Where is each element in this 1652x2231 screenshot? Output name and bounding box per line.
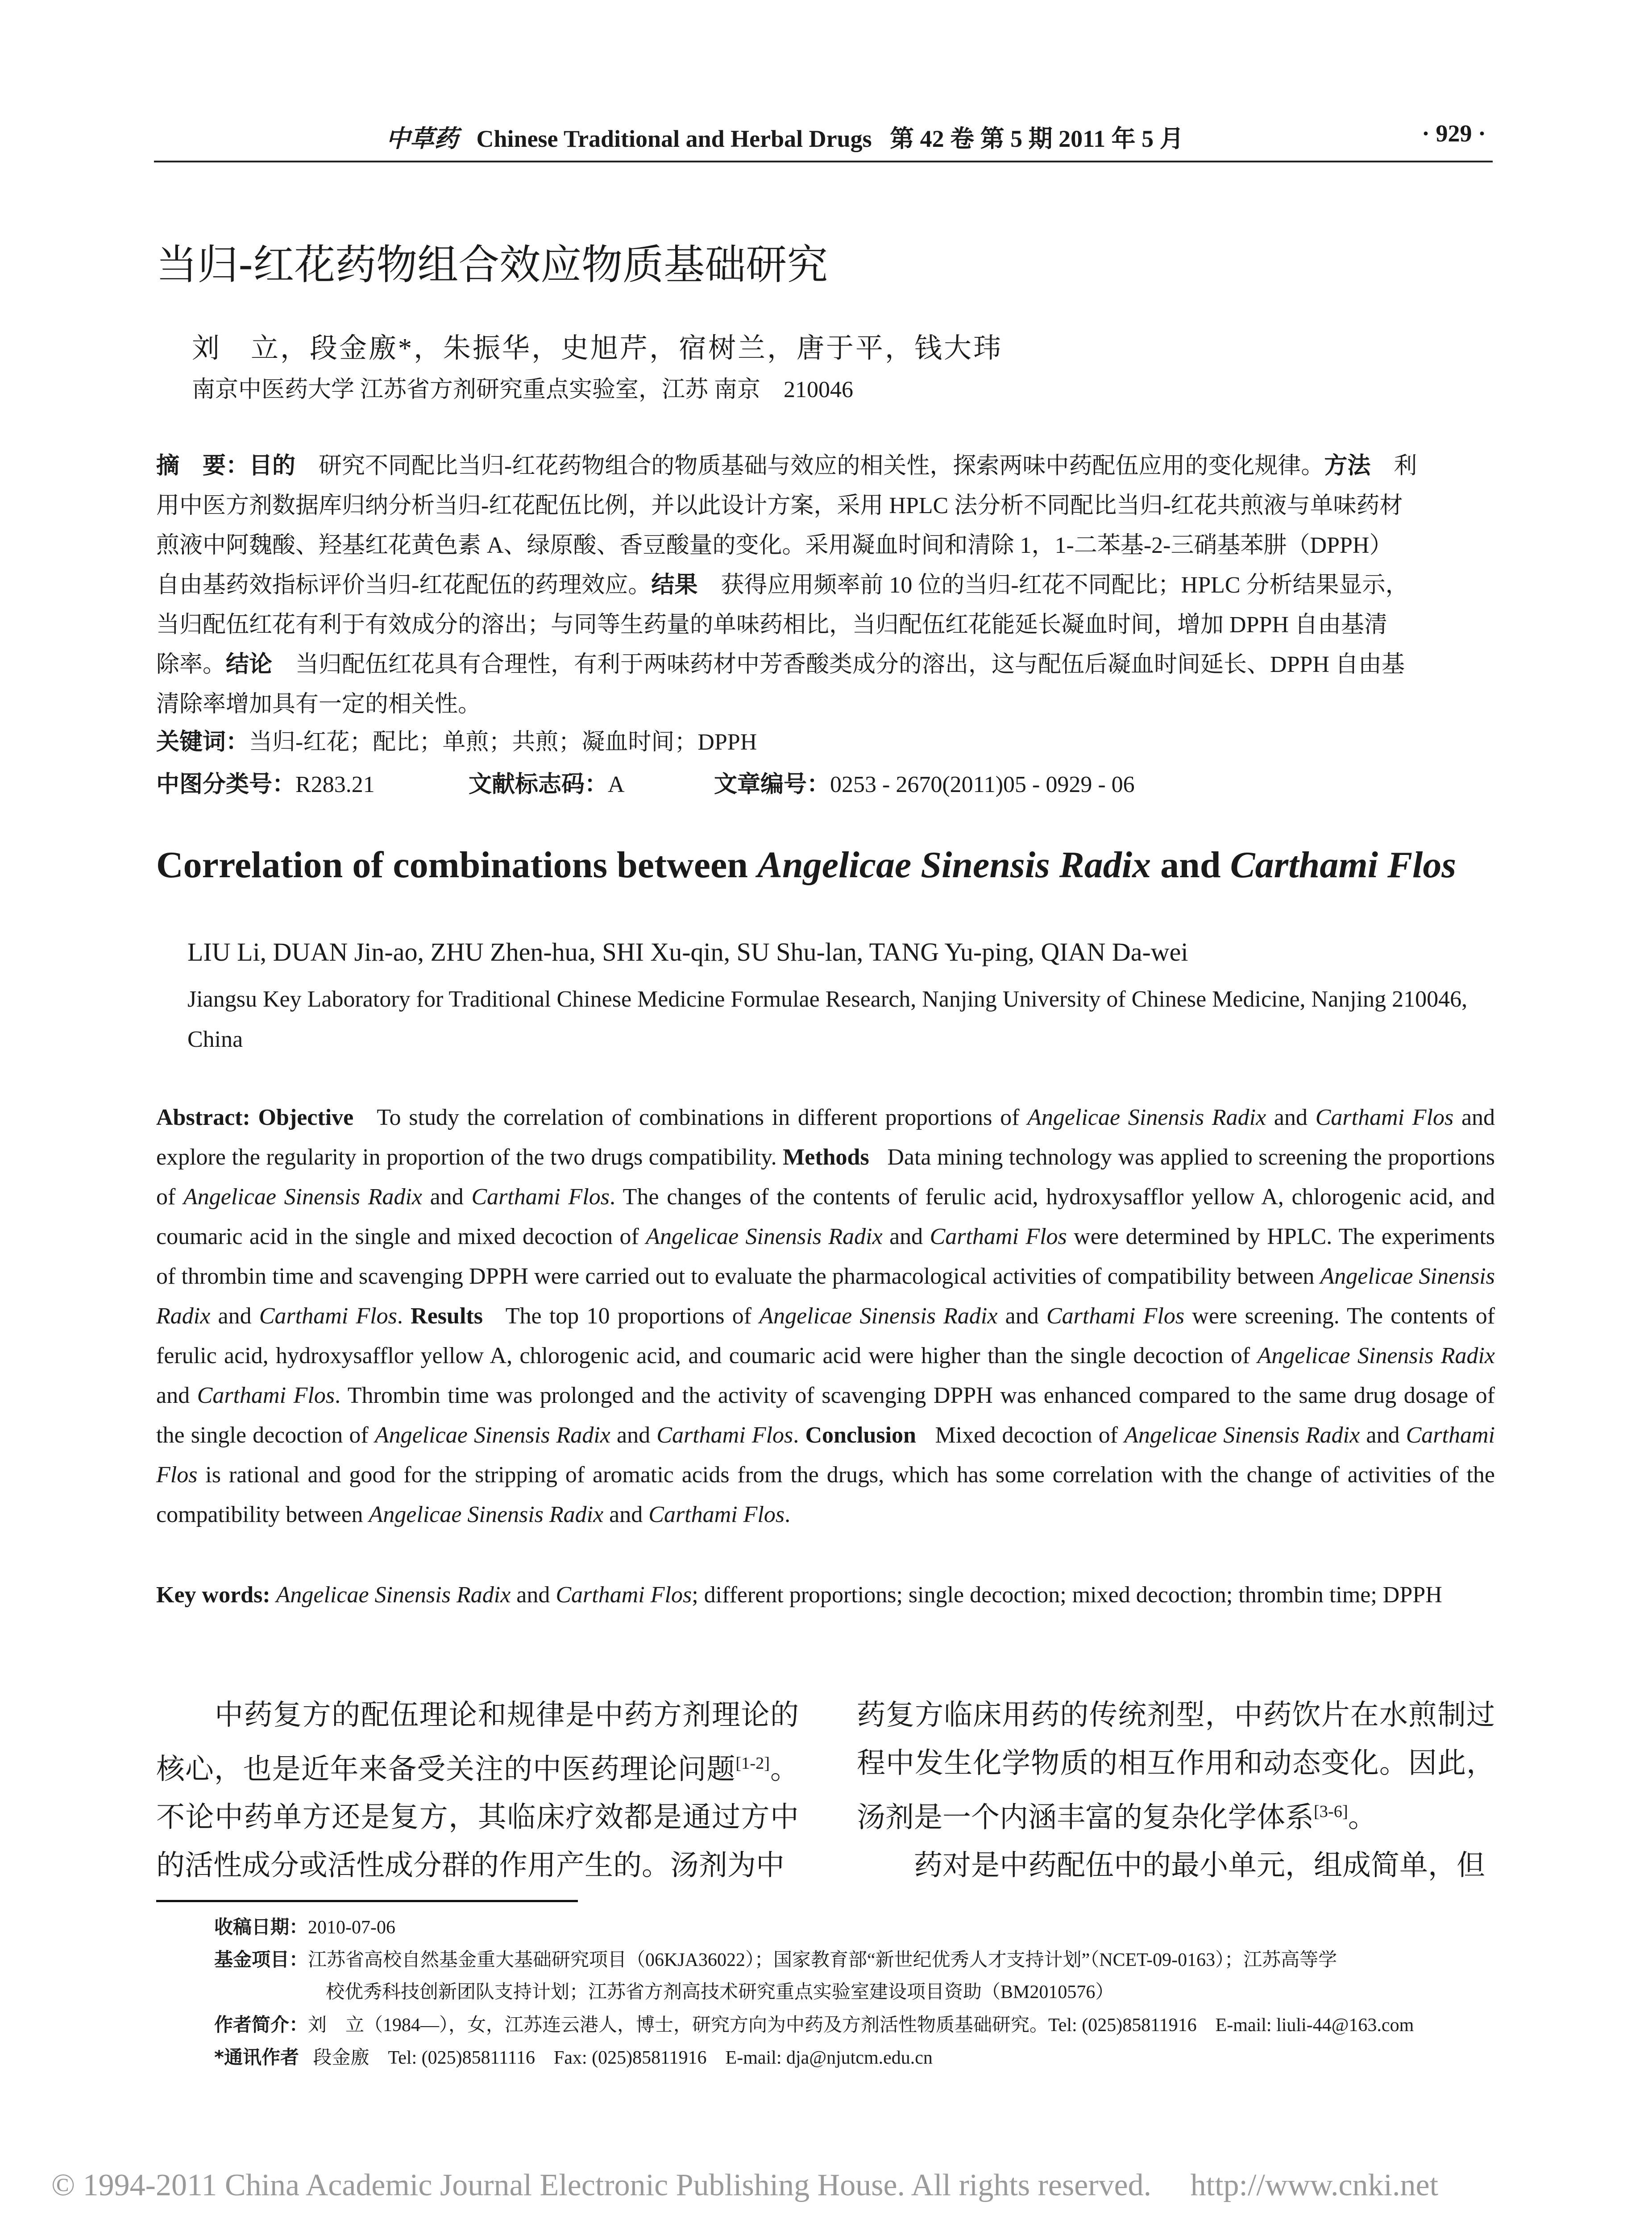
body-column-right	[857, 1691, 1495, 1890]
methods-label: Methods	[783, 1145, 869, 1170]
body-paragraph: 中药复方的配伍理论和规律是中药方剂理论的核心，也是近年来备受关注的中医药理论问题[1-2]。不论中药单方还是复方，其临床疗效都是通过方中的活性成分或活性成分群的作用产生的。汤剂为中	[156, 1699, 799, 1882]
page-number: · 929 ·	[1421, 120, 1486, 147]
body-column-left	[156, 1691, 799, 1890]
affiliation-cn: 南京中医药大学 江苏省方剂研究重点实验室，江苏 南京 210046	[192, 377, 854, 402]
abstract-cn-line: 除率。结论 当归配伍红花具有合理性，有利于两味药材中芳香酸类成分的溶出，这与配伍后凝血时间延长、DPPH 自由基	[156, 651, 1405, 678]
methods-text: Data mining technology was applied to screening the proportions of Angelicae Sinensis Radix and Carthami Flos. The changes of the contents of ferulic acid, hydroxysafflor yellow A, chlorogenic acid, and coumaric acid in the single and mixed decoction of Angelicae Sinensis Radix and Carthami Flos were determined by HPLC. The experiments of thrombin time and scavenging DPPH were carried out to evaluate the pharmacological activities of compatibility between Angelicae Sinensis Radix and Carthami Flos.	[156, 1145, 1495, 1329]
abstract-cn-line: 用中医方剂数据库归纳分析当归-红花配伍比例，并以此设计方案，采用 HPLC 法分析不同配比当归-红花共煎液与单味药材	[156, 493, 1403, 518]
keywords-cn-label: 关键词：	[156, 729, 249, 755]
abstract-cn-line: 自由基药效指标评价当归-红花配伍的药理效应。结果 获得应用频率前 10 位的当归-红花不同配比；HPLC 分析结果显示，	[156, 572, 1409, 598]
abstract-en	[156, 1098, 1495, 1534]
body-paragraph: 药复方临床用药的传统剂型，中药饮片在水煎制过程中发生化学物质的相互作用和动态变化。因此，汤剂是一个内涵丰富的复杂化学体系[3-6]。	[857, 1699, 1495, 1833]
authors-en: LIU Li, DUAN Jin-ao, ZHU Zhen-hua, SHI Xu-qin, SU Shu-lan, TANG Yu-ping, QIAN Da-wei	[187, 937, 1188, 966]
article-number: 文章编号：0253 - 2670(2011)05 - 0929 - 06	[714, 771, 1135, 798]
issue-info: 第 42 卷 第 5 期 2011 年 5 月	[890, 125, 1184, 152]
keywords-cn-text: 当归-红花；配比；单煎；共煎；凝血时间；DPPH	[249, 730, 757, 755]
footnote-fund: 基金项目：江苏省高校自然基金重大基础研究项目（06KJA36022）；国家教育部“新世纪优秀人才支持计划”（NCET-09-0163）；江苏高等学	[214, 1949, 1337, 1970]
footnote-fund-cont: 校优秀科技创新团队支持计划；江苏省方剂高技术研究重点实验室建设项目资助（BM2010576）	[326, 1982, 1114, 2003]
keywords-en	[156, 1575, 1495, 1615]
abstract-en-label: Abstract:	[156, 1105, 250, 1130]
title-en: Correlation of combinations between Angelicae Sinensis Radix and Carthami Flos	[156, 844, 1457, 886]
objective-label: Objective	[258, 1105, 354, 1130]
abstract-cn-line: 当归配伍红花有利于有效成分的溶出；与同等生药量的单味药相比，当归配伍红花能延长凝血时间，增加 DPPH 自由基清	[156, 612, 1387, 638]
clc-number: 中图分类号：R283.21	[156, 771, 375, 798]
abstract-cn	[156, 446, 1495, 724]
keywords-en-text: Angelicae Sinensis Radix and Carthami Flos; different proportions; single decoction; mixed decoction; thrombin time; DPPH	[276, 1582, 1442, 1608]
abstract-cn-line: 煎液中阿魏酸、羟基红花黄色素 A、绿原酸、香豆酸量的变化。采用凝血时间和清除 1，1-二苯基-2-三硝基苯肼（DPPH）	[156, 533, 1393, 558]
body-paragraph: 药对是中药配伍中的最小单元，组成简单，但	[857, 1849, 1485, 1882]
results-label: Results	[411, 1303, 483, 1329]
footnote-received: 收稿日期：2010-07-06	[214, 1916, 395, 1938]
objective-text: To study the correlation of combinations in different proportions of Angelicae Sinensis Radix and Carthami Flos and explore the regularity in proportion of the two drugs compatibility.	[156, 1105, 1495, 1170]
abstract-cn-line: 清除率增加具有一定的相关性。	[156, 692, 481, 717]
conclusion-text: Mixed decoction of Angelicae Sinensis Radix and Carthami Flos is rational and good for the stripping of aromatic acids from the drugs, which has some correlation with the change of activities of the compatibility between Angelicae Sinensis Radix and Carthami Flos.	[156, 1422, 1495, 1527]
footnote-divider	[156, 1900, 578, 1902]
journal-name-en: Chinese Traditional and Herbal Drugs	[476, 125, 872, 152]
title-cn: 当归-红花药物组合效应物质基础研究	[156, 241, 828, 289]
results-text: The top 10 proportions of Angelicae Sinensis Radix and Carthami Flos were screening. The contents of ferulic acid, hydroxysafflor yellow A, chlorogenic acid, and coumaric acid were higher than the single decoction of Angelicae Sinensis Radix and Carthami Flos. Thrombin time was prolonged and the activity of scavenging DPPH was enhanced compared to the same drug dosage of the single decoction of Angelicae Sinensis Radix and Carthami Flos.	[156, 1303, 1495, 1448]
keywords-cn	[156, 723, 757, 756]
abstract-cn-line: 摘 要：目的 研究不同配比当归-红花药物组合的物质基础与效应的相关性，探索两味中药配伍应用的变化规律。方法 利	[156, 452, 1417, 479]
copyright-notice: © 1994-2011 China Academic Journal Electronic Publishing House. All rights reserved. http://www.cnki.net	[51, 2168, 1439, 2202]
footnote-author: 作者简介：刘 立（1984—），女，江苏连云港人，博士，研究方向为中药及方剂活性物质基础研究。Tel: (025)85811916 E-mail: liuli-44@163.com	[214, 2014, 1414, 2036]
running-header	[154, 112, 1493, 162]
journal-header	[386, 120, 1184, 154]
document-code: 文献标志码：A	[469, 771, 625, 798]
conclusion-label: Conclusion	[805, 1422, 916, 1448]
affiliation-en: Jiangsu Key Laboratory for Traditional Chinese Medicine Formulae Research, Nanjing University of Chinese Medicine, Nanjing 210046, China	[187, 987, 1468, 1052]
journal-name-cn: 中草药	[386, 124, 458, 153]
footnote-corresponding: *通讯作者 段金廒 Tel: (025)85811116 Fax: (025)85811916 E-mail: dja@njutcm.edu.cn	[214, 2046, 933, 2068]
keywords-en-label: Key words:	[156, 1582, 270, 1608]
authors-cn: 刘 立，段金廒*，朱振华，史旭芹，宿树兰，唐于平，钱大玮	[192, 333, 1003, 364]
